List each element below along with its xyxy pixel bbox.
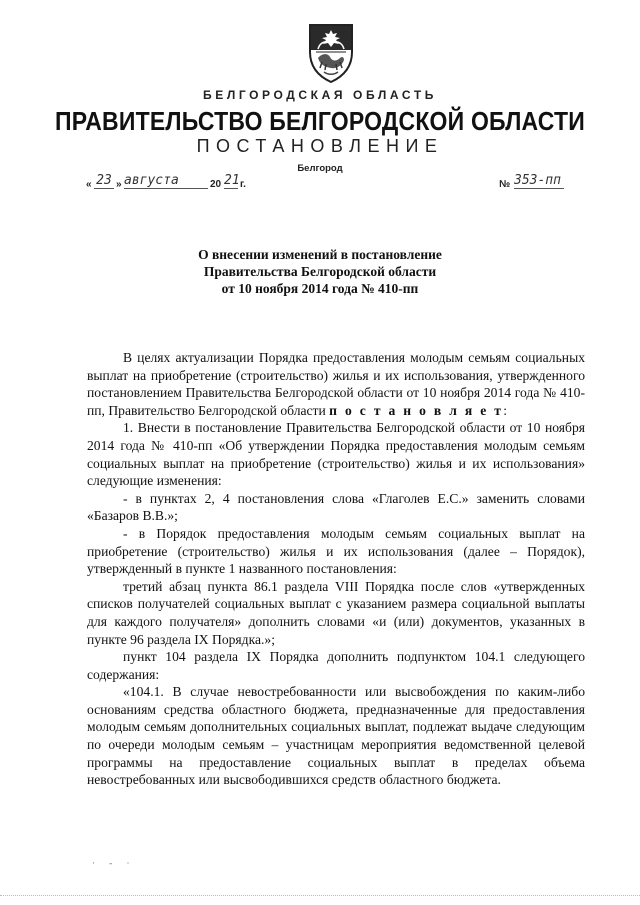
title-line-2: Правительства Белгородской области <box>203 264 437 279</box>
date-open-quote: « <box>86 179 92 190</box>
page-edge-divider <box>0 895 640 897</box>
document-title <box>0 246 640 297</box>
paragraph-item-1: 1. Внести в постановление Правительства Белгородской области от 10 ноября 2014 года № 410-пп «Об утверждении Порядка предоставления молодым семьям социальных выплат на приобретение (строительство) жилья и их использования» следующие изменения: <box>87 420 585 489</box>
date-close-quote: » <box>116 179 122 190</box>
date-year-unit: г. <box>240 179 246 190</box>
document-number: 353-пп <box>514 173 564 189</box>
date-year-prefix: 20 <box>210 179 222 190</box>
date-month: августа <box>124 173 208 189</box>
paragraph-104-1: «104.1. В случае невостребованности или высвобождения по каким-либо основаниям средства областного бюджета, предназначенные для предоставления молодым семьям дополнительных социальных выплат, подлежат выдаче следующим по очереди молодым семьям – участницам мероприятия ведомственной целевой программы на предоставление социальных выплат в пределах объема невостребованных или высвободившихся средств областного бюджета. <box>87 684 585 788</box>
preamble-colon: : <box>503 402 508 418</box>
paragraph-preamble <box>87 349 585 419</box>
document-type: ПОСТАНОВЛЕНИЕ <box>196 136 444 156</box>
title-line-1: О внесении изменений в постановление <box>198 247 442 262</box>
number-label: № <box>499 179 511 190</box>
government-name: ПРАВИТЕЛЬСТВО БЕЛГОРОДСКОЙ ОБЛАСТИ <box>54 106 586 136</box>
paragraph-names-change: - в пунктах 2, 4 постановления слова «Глаголев Е.С.» заменить словами «Базаров В.В.»; <box>87 490 585 524</box>
date-number-line <box>86 173 586 193</box>
region-name: БЕЛГОРОДСКАЯ ОБЛАСТЬ <box>203 88 437 102</box>
document-body <box>87 349 585 789</box>
preamble-text: В целях актуализации Порядка предоставления молодым семьям социальных выплат на приобретение (строительство) жилья и их использования, утвержденного постановлением Правительства Белгородской области от 10 ноября 2014 года № 410-пп, Правительство Белгородской области <box>87 350 585 418</box>
paragraph-section-ix: пункт 104 раздела IX Порядка дополнить подпунктом 104.1 следующего содержания: <box>87 649 585 682</box>
city-name: Белгород <box>297 163 343 174</box>
coat-of-arms-emblem <box>306 22 356 84</box>
title-line-3: от 10 ноября 2014 года № 410-пп <box>221 281 419 296</box>
resolves-word: п о с т а н о в л я е т <box>329 402 504 418</box>
footer-marks: · - · <box>92 858 136 868</box>
date-day: 23 <box>94 173 114 189</box>
paragraph-section-viii: третий абзац пункта 86.1 раздела VIII Порядка после слов «утвержденных списков получателей социальных выплат с указанием размера социальной выплаты для каждого получателя» дополнить словами «и (или) документов, указанных в пункте 96 раздела IX Порядка.»; <box>87 578 585 647</box>
date-year-suffix: 21 <box>224 173 240 188</box>
paragraph-procedure-change: - в Порядок предоставления молодым семьям социальных выплат на приобретение (строительство) жилья и их использования (далее – Порядок), утвержденный в пункте 1 названного постановления: <box>87 525 585 577</box>
